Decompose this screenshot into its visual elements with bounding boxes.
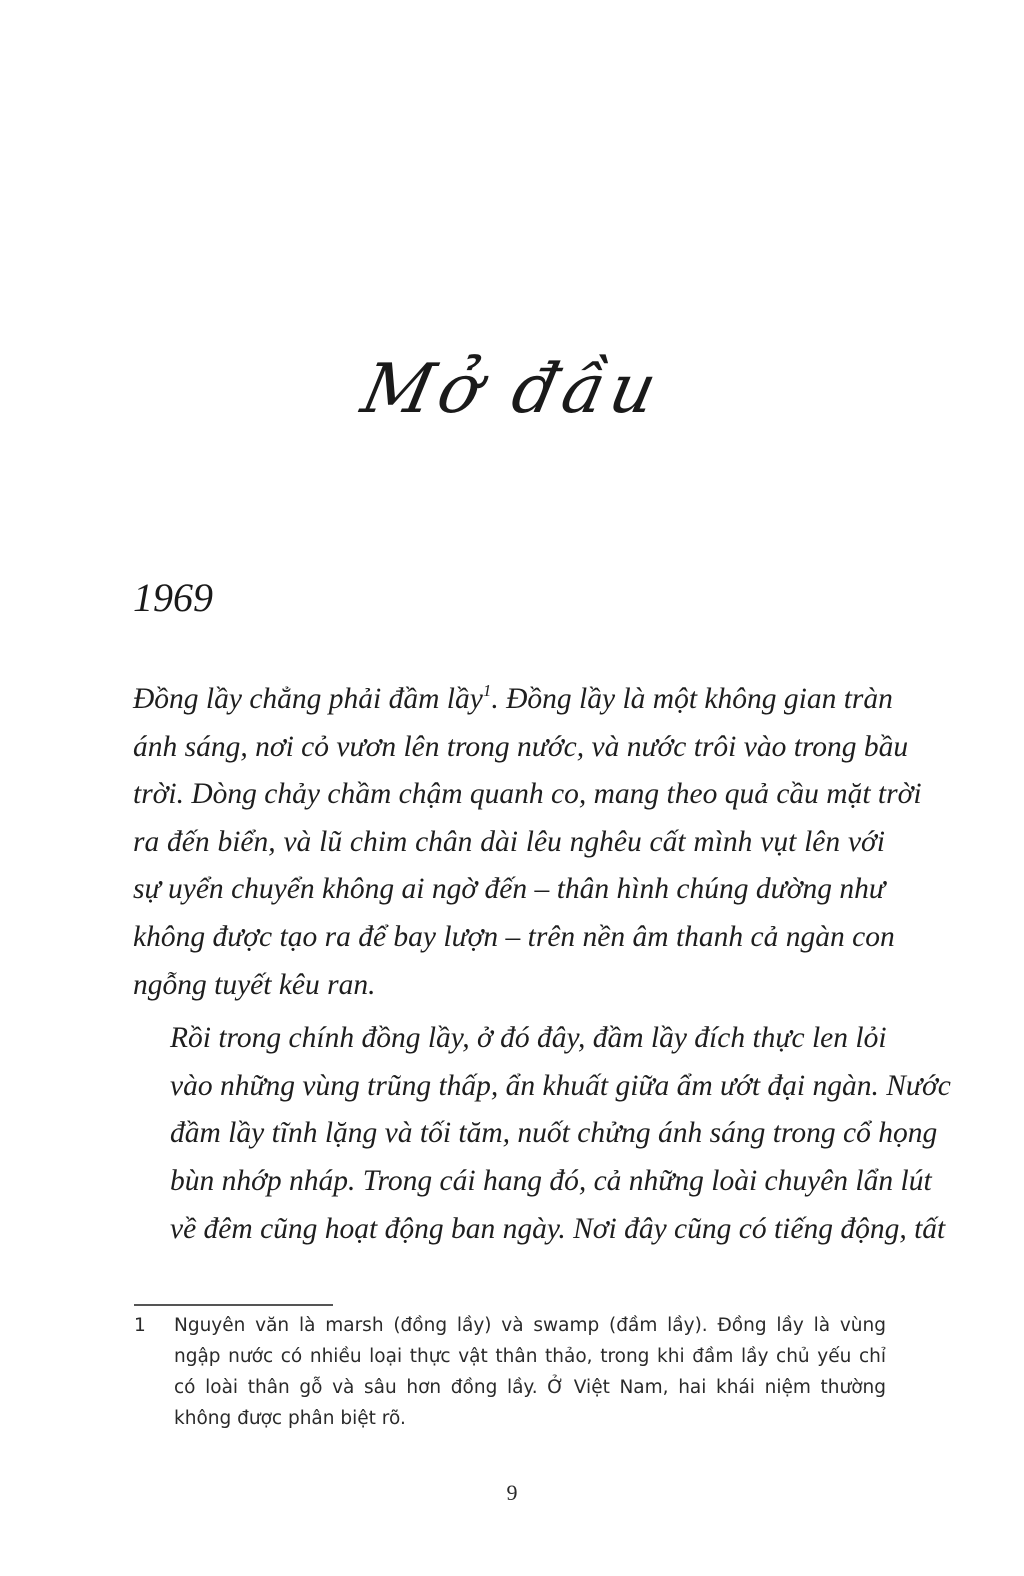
text-line: về đêm cũng hoạt động ban ngày. Nơi đây cũng có tiếng động, tất <box>170 1212 946 1245</box>
footnote <box>134 1310 886 1434</box>
footnote-line: không được phân biệt rõ. <box>174 1408 406 1429</box>
paragraph-2 <box>133 1015 951 1253</box>
text-line: sự uyển chuyển không ai ngờ đến – thân hình chúng dường như <box>133 873 885 906</box>
footnote-line: có loài thân gỗ và sâu hơn đồng lầy. Ở Việt Nam, hai khái niệm thường <box>174 1377 886 1398</box>
text-line: không được tạo ra để bay lượn – trên nền âm thanh cả ngàn con <box>133 920 895 953</box>
text-line: đầm lầy tĩnh lặng và tối tăm, nuốt chửng ánh sáng trong cổ họng <box>170 1117 938 1150</box>
text-fragment: Đồng lầy chẳng phải đầm lầy <box>133 683 483 715</box>
paragraph-1 <box>133 676 922 1009</box>
text-line: trời. Dòng chảy chầm chậm quanh co, mang theo quả cầu mặt trời <box>133 778 922 811</box>
footnote-line: Nguyên văn là marsh (đồng lầy) và swamp (đầm lầy). Đồng lầy là vùng <box>174 1315 886 1336</box>
text-line: ra đến biển, và lũ chim chân dài lêu nghêu cất mình vụt lên với <box>133 825 885 858</box>
text-line: ánh sáng, nơi cỏ vươn lên trong nước, và nước trôi vào trong bầu <box>133 730 909 763</box>
body-text <box>133 676 951 1253</box>
text-line <box>133 676 893 724</box>
text-fragment: . Đồng lầy là một không gian tràn <box>491 683 893 715</box>
footnote-number: 1 <box>134 1315 146 1336</box>
text-line: ngỗng tuyết kêu ran. <box>133 968 376 1001</box>
footnote-line: ngập nước có nhiều loại thực vật thân thảo, trong khi đầm lầy chủ yếu chỉ <box>174 1346 886 1367</box>
text-line: Rồi trong chính đồng lầy, ở đó đây, đầm lầy đích thực len lỏi <box>170 1022 887 1055</box>
footnote-divider <box>134 1304 333 1306</box>
footnote-reference[interactable]: 1 <box>482 681 492 700</box>
section-heading-year: 1969 <box>133 575 213 620</box>
footnote-body <box>174 1310 886 1434</box>
text-line: bùn nhớp nháp. Trong cái hang đó, cả những loài chuyên lẩn lút <box>170 1164 932 1197</box>
text-line: vào những vùng trũng thấp, ẩn khuất giữa ẩm ướt đại ngàn. Nước <box>170 1069 951 1102</box>
chapter-title: Mở đầu <box>355 350 670 429</box>
page-number: 9 <box>506 1480 518 1505</box>
